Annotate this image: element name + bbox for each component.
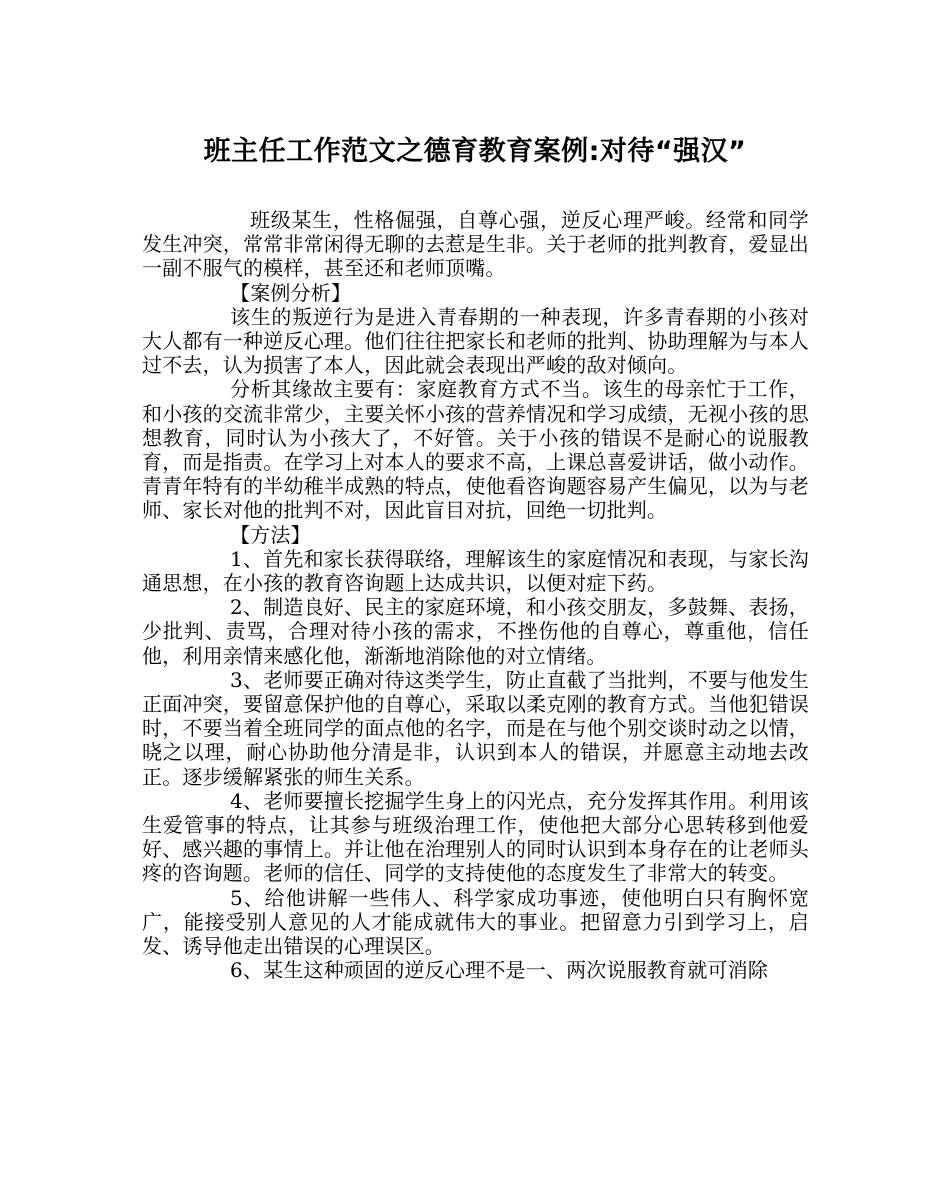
method-item-4: 4、老师要擅长挖掘学生身上的闪光点，充分发挥其作用。利用该生爱管事的特点，让其参与班级治理工作，使他把大部分心思转移到他爱好、感兴趣的事情上。并让他在治理别人的同时认识到本身存在的让老师头疼的咨询题。老师的信任、同学的支持使他的态度发生了非常大的转变。 bbox=[142, 788, 809, 886]
paragraph-intro: 班级某生，性格倔强，自尊心强，逆反心理严峻。经常和同学发生冲突，常常非常闲得无聊的去惹是生非。关于老师的批判教育，爱显出一副不服气的模样，甚至还和老师顶嘴。 bbox=[142, 208, 809, 281]
paragraph-analysis-1: 该生的叛逆行为是进入青春期的一种表现，许多青春期的小孩对大人都有一种逆反心理。他们往往把家长和老师的批判、协助理解为与本人过不去，认为损害了本人，因此就会表现出严峻的敌对倾向。 bbox=[142, 304, 809, 378]
method-item-1: 1、首先和家长获得联络，理解该生的家庭情况和表现，与家长沟通思想，在小孩的教育咨询题上达成共识，以便对症下药。 bbox=[142, 546, 809, 596]
method-item-2: 2、制造良好、民主的家庭环境，和小孩交朋友，多鼓舞、表扬，少批判、责骂，合理对待小孩的需求，不挫伤他的自尊心，尊重他，信任他，利用亲情来感化他，渐渐地消除他的对立情绪。 bbox=[142, 595, 809, 668]
section-heading-case-analysis: 【案例分析】 bbox=[230, 280, 352, 305]
method-item-3: 3、老师要正确对待这类学生，防止直截了当批判，不要与他发生正面冲突，要留意保护他的自尊心，采取以柔克刚的教育方式。当他犯错误时，不要当着全班同学的面点他的名字，而是在与他个别交谈时动之以情，晓之以理，耐心协助他分清是非，认识到本人的错误，并愿意主动地去改正。逐步缓解紧张的师生关系。 bbox=[142, 667, 809, 789]
method-item-6: 6、某生这种顽固的逆反心理不是一、两次说服教育就可消除 bbox=[230, 958, 769, 983]
document-body bbox=[142, 208, 809, 983]
paragraph-analysis-2: 分析其缘故主要有：家庭教育方式不当。该生的母亲忙于工作，和小孩的交流非常少，主要关怀小孩的营养情况和学习成绩，无视小孩的思想教育，同时认为小孩大了，不好管。关于小孩的错误不是耐心的说服教育，而是指责。在学习上对本人的要求不高，上课总喜爱讲话，做小动作。青青年特有的半幼稚半成熟的特点，使他看咨询题容易产生偏见，以为与老师、家长对他的批判不对，因此盲目对抗，回绝一切批判。 bbox=[142, 377, 809, 523]
document-title: 班主任工作范文之德育教育案例:对待“强汉” bbox=[203, 136, 747, 167]
method-item-5: 5、给他讲解一些伟人、科学家成功事迹，使他明白只有胸怀宽广，能接受别人意见的人才能成就伟大的事业。把留意力引到学习上，启发、诱导他走出错误的心理误区。 bbox=[142, 885, 809, 959]
section-heading-methods: 【方法】 bbox=[230, 522, 311, 547]
